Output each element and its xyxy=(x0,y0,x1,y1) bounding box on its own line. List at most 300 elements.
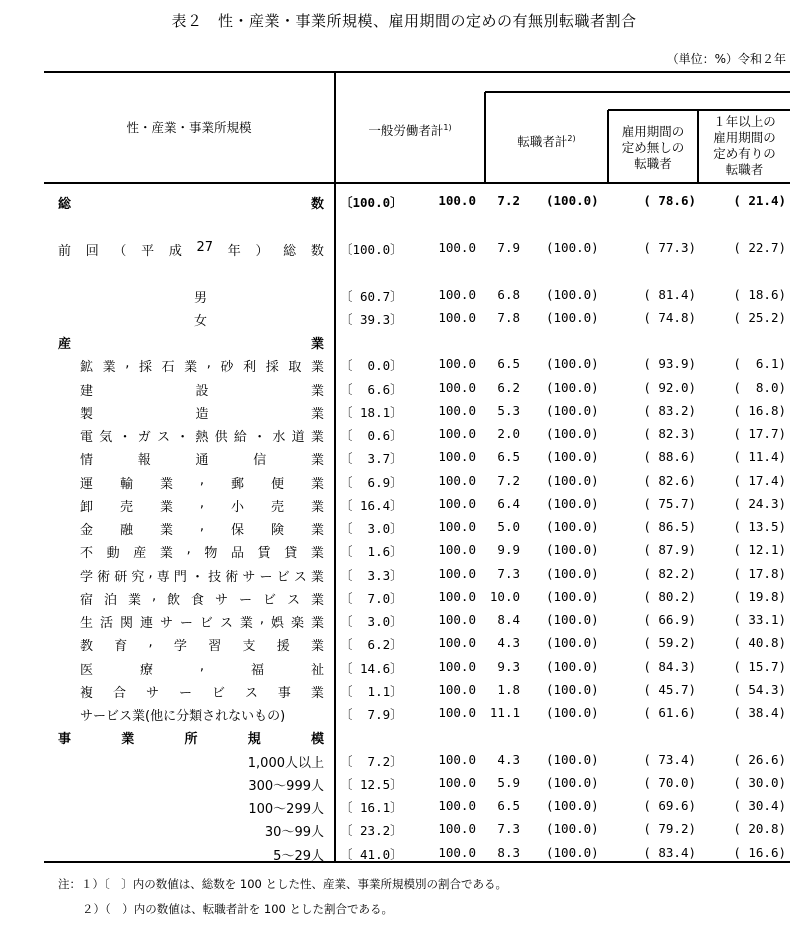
table-row xyxy=(44,539,790,562)
header-no-fixed-term xyxy=(609,124,697,172)
note-1: 注：１）〔 〕内の数値は、総数を 100 とした性、産業、事業所規模別の割合である。 xyxy=(58,877,508,891)
cell-c2: 100.0 xyxy=(438,775,476,790)
cell-c6: ( 54.3) xyxy=(733,682,786,697)
row-label-part: 年 xyxy=(227,244,241,259)
row-label-part: 規 xyxy=(247,732,261,747)
cell-c6: ( 21.4) xyxy=(733,193,786,208)
cell-c4: (100.0) xyxy=(546,845,599,860)
row-label-part: 輸 xyxy=(119,477,133,492)
cell-c6: ( 40.8) xyxy=(733,635,786,650)
row-label-part: 卸 xyxy=(80,500,94,515)
cell-c2: 100.0 xyxy=(438,473,476,488)
row-label-part: ー xyxy=(178,686,192,701)
row-label-part: 物 xyxy=(204,546,218,561)
cell-c6: ( 17.8) xyxy=(733,566,786,581)
row-label-part: サ xyxy=(159,616,173,631)
row-label-part: 100～299人 xyxy=(248,802,324,817)
cell-c1: 〔 12.5〕 xyxy=(340,777,403,792)
row-label-part: サ xyxy=(145,686,159,701)
unit-label: （単位：%）令和２年 xyxy=(666,52,786,66)
cell-c3: 7.3 xyxy=(497,566,520,581)
row-label-part: 総 xyxy=(283,244,297,259)
row-label-part: 連 xyxy=(139,616,153,631)
row-label xyxy=(80,519,324,538)
row-label-part: 飲 xyxy=(167,593,181,608)
cell-c5: ( 70.0) xyxy=(643,775,696,790)
cell-c5: ( 82.6) xyxy=(643,473,696,488)
cell-c2: 100.0 xyxy=(438,193,476,208)
row-label-part: 学 xyxy=(80,570,94,585)
row-label xyxy=(80,449,324,468)
row-label-part: ビ xyxy=(276,570,290,585)
row-label-part: 業 xyxy=(310,430,324,445)
cell-c2: 100.0 xyxy=(438,589,476,604)
row-label-part: 保 xyxy=(231,523,245,538)
table-row xyxy=(44,632,790,655)
cell-c2: 100.0 xyxy=(438,821,476,836)
cell-c5: ( 75.7) xyxy=(643,496,696,511)
row-label-part: 売 xyxy=(119,500,133,515)
row-label-part: ス xyxy=(219,616,233,631)
row-label-part: , xyxy=(125,356,130,371)
cell-c6: ( 16.6) xyxy=(733,845,786,860)
cell-c4: (100.0) xyxy=(546,287,599,302)
cell-c6: ( 11.4) xyxy=(733,449,786,464)
cell-c1: 〔 7.0〕 xyxy=(340,591,403,606)
cell-c4: (100.0) xyxy=(546,775,599,790)
job-changers-rule xyxy=(485,91,790,93)
row-label-part: 融 xyxy=(119,523,133,538)
row-label-part: 楽 xyxy=(290,616,304,631)
cell-c1: 〔 7.2〕 xyxy=(340,754,403,769)
row-label-part: 術 xyxy=(97,570,111,585)
row-label-part: 生 xyxy=(80,616,94,631)
cell-c1: 〔 16.1〕 xyxy=(340,800,403,815)
row-label-part: 事 xyxy=(58,732,72,747)
cell-c6: ( 12.1) xyxy=(733,542,786,557)
header-line: １年以上の xyxy=(713,114,776,129)
cell-c5: ( 73.4) xyxy=(643,752,696,767)
cell-c5: ( 82.3) xyxy=(643,426,696,441)
row-label-part: ー xyxy=(259,570,273,585)
row-label-part: ・ xyxy=(118,430,132,445)
cell-c4: (100.0) xyxy=(546,705,599,720)
cell-c2: 100.0 xyxy=(438,845,476,860)
row-label-part: , xyxy=(148,566,153,581)
row-label-part: 取 xyxy=(288,360,302,375)
header-job-changers-label: 転職者計 xyxy=(517,134,568,149)
cell-c4: (100.0) xyxy=(546,659,599,674)
row-label-part: 信 xyxy=(253,453,267,468)
cell-c3: 6.5 xyxy=(497,356,520,371)
row-label-part: ガ xyxy=(137,430,151,445)
cell-c2: 100.0 xyxy=(438,682,476,697)
cell-c3: 7.3 xyxy=(497,821,520,836)
row-label-part: ・ xyxy=(191,570,205,585)
row-label-part: 1,000人以上 xyxy=(247,756,324,771)
cell-c2: 100.0 xyxy=(438,310,476,325)
row-label-part: 道 xyxy=(291,430,305,445)
cell-c4: (100.0) xyxy=(546,426,599,441)
row-label xyxy=(80,403,324,422)
header-line: 転職者 xyxy=(634,156,672,171)
row-label-part: 関 xyxy=(119,616,133,631)
row-label-part: 業 xyxy=(184,360,198,375)
row-label-part: 業 xyxy=(310,639,324,654)
row-label-part: ー xyxy=(179,616,193,631)
header-line: 雇用期間の xyxy=(621,124,685,139)
cell-c3: 9.9 xyxy=(497,542,520,557)
cell-c5: ( 81.4) xyxy=(643,287,696,302)
table-row xyxy=(44,749,790,772)
row-label xyxy=(80,473,324,492)
cell-c3: 2.0 xyxy=(497,426,520,441)
table-row xyxy=(44,609,790,632)
row-label-part: 活 xyxy=(99,616,113,631)
row-label xyxy=(80,380,324,399)
cell-c6: ( 19.8) xyxy=(733,589,786,604)
cell-c5: ( 79.2) xyxy=(643,821,696,836)
row-label-part: 宿 xyxy=(80,593,94,608)
cell-c3: 5.3 xyxy=(497,403,520,418)
header-line: 定め無しの xyxy=(621,140,685,155)
row-label-part: ） xyxy=(255,244,269,259)
cell-c1: 〔100.0〕 xyxy=(340,242,403,257)
header-category-label: 性・産業・事業所規模 xyxy=(126,120,252,135)
row-label-part: ビ xyxy=(211,686,225,701)
cell-c3: 8.4 xyxy=(497,612,520,627)
cell-c2: 100.0 xyxy=(438,566,476,581)
row-label-part: 建 xyxy=(80,384,94,399)
row-label-part: 便 xyxy=(270,477,284,492)
header-line: 定め有りの xyxy=(713,146,776,161)
cell-c6: ( 17.4) xyxy=(733,473,786,488)
row-label-part: 援 xyxy=(276,639,290,654)
cell-c3: 6.5 xyxy=(497,798,520,813)
row-label-part: 業 xyxy=(310,384,324,399)
row-label-part: 前 xyxy=(58,244,72,259)
cell-c6: ( 38.4) xyxy=(733,705,786,720)
row-label-part: 祉 xyxy=(310,663,324,678)
row-label-part: 業 xyxy=(159,477,173,492)
cell-c4: (100.0) xyxy=(546,682,599,697)
cell-c5: ( 82.2) xyxy=(643,566,696,581)
cell-c5: ( 45.7) xyxy=(643,682,696,697)
cell-c1: 〔 1.1〕 xyxy=(340,684,403,699)
row-label-part: , xyxy=(186,542,191,557)
row-label-part: 業 xyxy=(310,453,324,468)
footnote-ref-2: 2) xyxy=(567,134,576,143)
row-label-part: 製 xyxy=(80,407,94,422)
cell-c6: ( 15.7) xyxy=(733,659,786,674)
cell-c5: ( 83.4) xyxy=(643,845,696,860)
table-row xyxy=(44,423,790,446)
table-row xyxy=(44,353,790,376)
cell-c3: 4.3 xyxy=(497,752,520,767)
cell-c1: 〔 18.1〕 xyxy=(340,405,403,420)
header-general-workers-label: 一般労働者計 xyxy=(368,123,444,138)
row-label-part: 品 xyxy=(230,546,244,561)
table-row xyxy=(44,679,790,702)
cell-c3: 4.3 xyxy=(497,635,520,650)
cell-c3: 1.8 xyxy=(497,682,520,697)
row-label-part: 業 xyxy=(310,477,324,492)
cell-c5: ( 59.2) xyxy=(643,635,696,650)
row-label-part: 鉱 xyxy=(80,360,94,375)
cell-c2: 100.0 xyxy=(438,240,476,255)
row-label-part: 小 xyxy=(231,500,245,515)
row-label-part: ス xyxy=(156,430,170,445)
row-label-part: 成 xyxy=(168,244,182,259)
cell-c6: ( 22.7) xyxy=(733,240,786,255)
row-label-part: ー xyxy=(239,593,253,608)
row-label-part: 回 xyxy=(85,244,99,259)
row-label xyxy=(80,589,324,608)
row-label-part: 模 xyxy=(310,732,324,747)
cell-c3: 7.2 xyxy=(497,193,520,208)
table-row xyxy=(44,284,790,307)
row-label-part: 業 xyxy=(159,546,173,561)
row-label-part: 給 xyxy=(233,430,247,445)
row-label xyxy=(58,752,324,771)
cell-c5: ( 61.6) xyxy=(643,705,696,720)
cell-c3: 11.1 xyxy=(489,705,520,720)
row-label-part: 石 xyxy=(161,360,175,375)
row-label-part: 業 xyxy=(159,523,173,538)
table-row xyxy=(44,563,790,586)
cell-c6: ( 30.4) xyxy=(733,798,786,813)
cell-c3: 10.0 xyxy=(489,589,520,604)
cell-c3: 7.9 xyxy=(497,240,520,255)
cell-c6: ( 26.6) xyxy=(733,752,786,767)
cell-c1: 〔 1.6〕 xyxy=(340,544,403,559)
row-label-part: 支 xyxy=(242,639,256,654)
cell-c1: 〔 6.9〕 xyxy=(340,475,403,490)
cell-c6: ( 33.1) xyxy=(733,612,786,627)
row-label xyxy=(58,845,324,864)
row-label xyxy=(80,426,324,445)
note-2: ２）（ ）内の数値は、転職者計を 100 とした割合である。 xyxy=(82,902,394,916)
cell-c4: (100.0) xyxy=(546,635,599,650)
cell-c5: ( 92.0) xyxy=(643,380,696,395)
row-label-part: 業 xyxy=(310,337,324,352)
row-label-part: ビ xyxy=(263,593,277,608)
cell-c4: (100.0) xyxy=(546,589,599,604)
cell-c2: 100.0 xyxy=(438,612,476,627)
header-line: 雇用期間の xyxy=(713,130,776,145)
cell-c4: (100.0) xyxy=(546,752,599,767)
cell-c2: 100.0 xyxy=(438,426,476,441)
row-label-part: 業 xyxy=(310,593,324,608)
row-label-part: 福 xyxy=(250,663,264,678)
row-label-part: 医 xyxy=(80,663,94,678)
row-label-part: 業 xyxy=(310,523,324,538)
row-label-part: 採 xyxy=(265,360,279,375)
row-label xyxy=(80,659,324,678)
row-label-part: サ xyxy=(242,570,256,585)
row-label-part: 食 xyxy=(191,593,205,608)
footnote-ref-1: 1) xyxy=(443,123,452,132)
row-label-part: 30～99人 xyxy=(264,825,324,840)
row-label-part: 専 xyxy=(156,570,170,585)
cell-c1: 〔 60.7〕 xyxy=(340,289,403,304)
row-label-part: 門 xyxy=(173,570,187,585)
row-label-part: サ xyxy=(215,593,229,608)
row-label-part: 習 xyxy=(208,639,222,654)
row-label-part: , xyxy=(148,635,153,650)
cell-c4: (100.0) xyxy=(546,612,599,627)
row-label-part: 業 xyxy=(310,686,324,701)
cell-c3: 6.4 xyxy=(497,496,520,511)
row-label-part: 業 xyxy=(310,407,324,422)
cell-c2: 100.0 xyxy=(438,519,476,534)
table-row xyxy=(44,795,790,818)
table-row xyxy=(44,656,790,679)
row-label-part: , xyxy=(199,519,205,534)
cell-c1: 〔 7.9〕 xyxy=(340,707,403,722)
row-label xyxy=(80,566,324,585)
cell-c2: 100.0 xyxy=(438,635,476,650)
row-label-part: , xyxy=(199,496,205,511)
row-label-part: 平 xyxy=(141,244,155,259)
row-label-part: ・ xyxy=(176,430,190,445)
cell-c1: 〔 0.6〕 xyxy=(340,428,403,443)
cell-c4: (100.0) xyxy=(546,380,599,395)
cell-c3: 5.0 xyxy=(497,519,520,534)
cell-c2: 100.0 xyxy=(438,659,476,674)
row-label xyxy=(58,333,324,352)
row-label-part: ス xyxy=(293,570,307,585)
row-label-part: 女 xyxy=(194,314,208,329)
cell-c1: 〔 0.0〕 xyxy=(340,358,403,373)
row-label xyxy=(80,705,324,724)
cell-c5: ( 83.2) xyxy=(643,403,696,418)
row-label xyxy=(80,542,324,561)
table-row xyxy=(44,307,790,330)
row-label-part: 設 xyxy=(195,384,209,399)
cell-c1: 〔 3.0〕 xyxy=(340,521,403,536)
row-label xyxy=(58,775,324,794)
row-label-part: 熱 xyxy=(195,430,209,445)
row-label-part: 動 xyxy=(106,546,120,561)
cell-c4: (100.0) xyxy=(546,473,599,488)
cell-c5: ( 66.9) xyxy=(643,612,696,627)
cell-c4: (100.0) xyxy=(546,193,599,208)
row-label-part: , xyxy=(199,659,205,674)
table-row xyxy=(44,330,790,353)
cell-c4: (100.0) xyxy=(546,496,599,511)
cell-c1: 〔 6.2〕 xyxy=(340,637,403,652)
cell-c5: ( 86.5) xyxy=(643,519,696,534)
row-label-part: 数 xyxy=(310,244,324,259)
cell-c1: 〔 3.3〕 xyxy=(340,568,403,583)
cell-c6: ( 25.2) xyxy=(733,310,786,325)
row-label xyxy=(80,496,324,515)
header-line: 転職者 xyxy=(725,162,764,177)
cell-c6: ( 6.1) xyxy=(733,356,786,371)
row-label-part: 療 xyxy=(139,663,153,678)
cell-c4: (100.0) xyxy=(546,519,599,534)
row-label-part: 不 xyxy=(80,546,94,561)
cell-c6: ( 16.8) xyxy=(733,403,786,418)
table-row xyxy=(44,400,790,423)
table-row xyxy=(44,818,790,841)
subcolumns-rule xyxy=(608,109,790,111)
cell-c5: ( 84.3) xyxy=(643,659,696,674)
row-label-part: 究 xyxy=(131,570,145,585)
row-label-part: ス xyxy=(286,593,300,608)
row-label-part: 5～29人 xyxy=(273,849,324,864)
cell-c5: ( 80.2) xyxy=(643,589,696,604)
table-row xyxy=(44,702,790,725)
cell-c5: ( 69.6) xyxy=(643,798,696,813)
cell-c1: 〔100.0〕 xyxy=(340,195,403,210)
cell-c5: ( 88.6) xyxy=(643,449,696,464)
table-row xyxy=(44,772,790,795)
row-label-part: 育 xyxy=(114,639,128,654)
row-label-part: 業 xyxy=(310,570,324,585)
row-label-part: 娯 xyxy=(270,616,284,631)
row-label-part: 産 xyxy=(133,546,147,561)
cell-c5: ( 93.9) xyxy=(643,356,696,371)
row-label-part: 気 xyxy=(99,430,113,445)
row-label-part: サービス業(他に分類されないもの) xyxy=(80,709,286,724)
cell-c4: (100.0) xyxy=(546,821,599,836)
row-label-part: 売 xyxy=(270,500,284,515)
row-label-part: 学 xyxy=(173,639,187,654)
row-label-part: , xyxy=(206,356,211,371)
cell-c1: 〔 16.4〕 xyxy=(340,498,403,513)
row-label-part: 総 xyxy=(58,197,72,212)
header-general-workers xyxy=(336,120,484,139)
row-label xyxy=(58,821,324,840)
row-label-part: 採 xyxy=(138,360,152,375)
cell-c4: (100.0) xyxy=(546,356,599,371)
row-label-part: 金 xyxy=(80,523,94,538)
row-label xyxy=(58,798,324,817)
header-category xyxy=(44,120,334,136)
cell-c5: ( 77.3) xyxy=(643,240,696,255)
row-label xyxy=(80,635,324,654)
cell-c5: ( 87.9) xyxy=(643,542,696,557)
row-label-part: 運 xyxy=(80,477,94,492)
row-label-part: 業 xyxy=(121,732,135,747)
row-label-part: 教 xyxy=(80,639,94,654)
row-label-part: 供 xyxy=(214,430,228,445)
row-label-part: 水 xyxy=(272,430,286,445)
cell-c4: (100.0) xyxy=(546,403,599,418)
cell-c2: 100.0 xyxy=(438,752,476,767)
cell-c4: (100.0) xyxy=(546,566,599,581)
row-label-part: 通 xyxy=(195,453,209,468)
table-title: 表２ 性・産業・事業所規模、雇用期間の定めの有無別転職者割合 xyxy=(171,12,637,30)
row-label-part: 業 xyxy=(127,593,141,608)
cell-c2: 100.0 xyxy=(438,403,476,418)
row-label-part: 利 xyxy=(243,360,257,375)
row-label-part: 事 xyxy=(277,686,291,701)
table-row xyxy=(44,377,790,400)
row-label xyxy=(58,728,324,747)
row-label-part: 業 xyxy=(310,546,324,561)
row-label-part: 27 xyxy=(196,240,214,255)
cell-c3: 6.2 xyxy=(497,380,520,395)
cell-c3: 6.8 xyxy=(497,287,520,302)
table-row xyxy=(44,516,790,539)
table-row xyxy=(44,842,790,865)
row-label-part: , xyxy=(259,612,264,627)
row-label-part: 賃 xyxy=(257,546,271,561)
row-label-part: 産 xyxy=(58,337,72,352)
